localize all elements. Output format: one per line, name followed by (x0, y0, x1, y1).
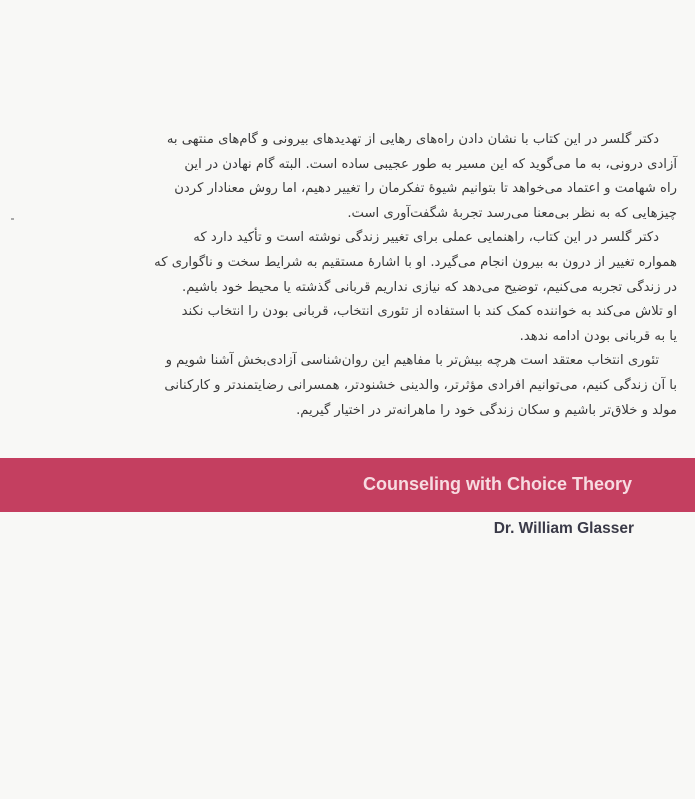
text-line: دکتر گلسر در این کتاب، راهنمایی عملی برای تغییر زندگی نوشته است و تأکید دارد که (193, 230, 659, 246)
back-cover-blurb (154, 128, 677, 423)
text-line: در زندگی تجربه می‌کنیم، توضیح می‌دهد که نیازی نداریم قربانی گذشته یا محیط خود باشیم. (182, 279, 677, 295)
book-title: Counseling with Choice Theory (362, 474, 632, 494)
text-line: با آن زندگی کنیم، می‌توانیم افرادی مؤثرتر، والدینی خشنودتر، همسرانی رضایتمندتر و کارکنانی (164, 377, 677, 393)
text-line: همواره تغییر از درون به بیرون انجام می‌گیرد. او با اشارهٔ مستقیم به شرایط سخت و ناگواری که (154, 254, 677, 270)
text-line: دکتر گلسر در این کتاب با نشان دادن راه‌های رهایی از تهدیدهای بیرونی و گام‌های منتهی به (166, 132, 659, 147)
text-line: او تلاش می‌کند به خواننده کمک کند با استفاده از تئوری انتخاب، قربانی بودن را انتخاب نکند (181, 304, 677, 320)
text-line: یا به قربانی بودن ادامه ندهد. (519, 328, 677, 344)
author-name: Dr. William Glasser (493, 520, 634, 537)
text-line: راه شهامت و اعتماد می‌خواهد تا بتوانیم شیوهٔ تفکرمان را تغییر دهیم، اما روش معنادار کردن (174, 181, 677, 197)
paragraph-2 (154, 226, 677, 349)
text-line: آزادی درونی، به ما می‌گوید که این مسیر به طور عجیبی ساده است. البته گام نهادن در این (184, 156, 677, 172)
title-band (0, 458, 695, 512)
paragraph-1 (166, 128, 677, 226)
text-line: تئوری انتخاب معتقد است هرچه بیش‌تر با مفاهیم این روان‌شناسی آزادی‌بخش آشنا شویم و (165, 353, 659, 369)
paragraph-3 (164, 349, 677, 423)
text-line: چیزهایی که به نظر بی‌معنا می‌رسد تجربهٔ شگفت‌آوری است. (347, 205, 677, 221)
text-line: مولد و خلاق‌تر باشیم و سکان زندگی خود را ماهرانه‌تر در اختیار گیریم. (296, 402, 677, 418)
scan-speck (11, 218, 14, 220)
